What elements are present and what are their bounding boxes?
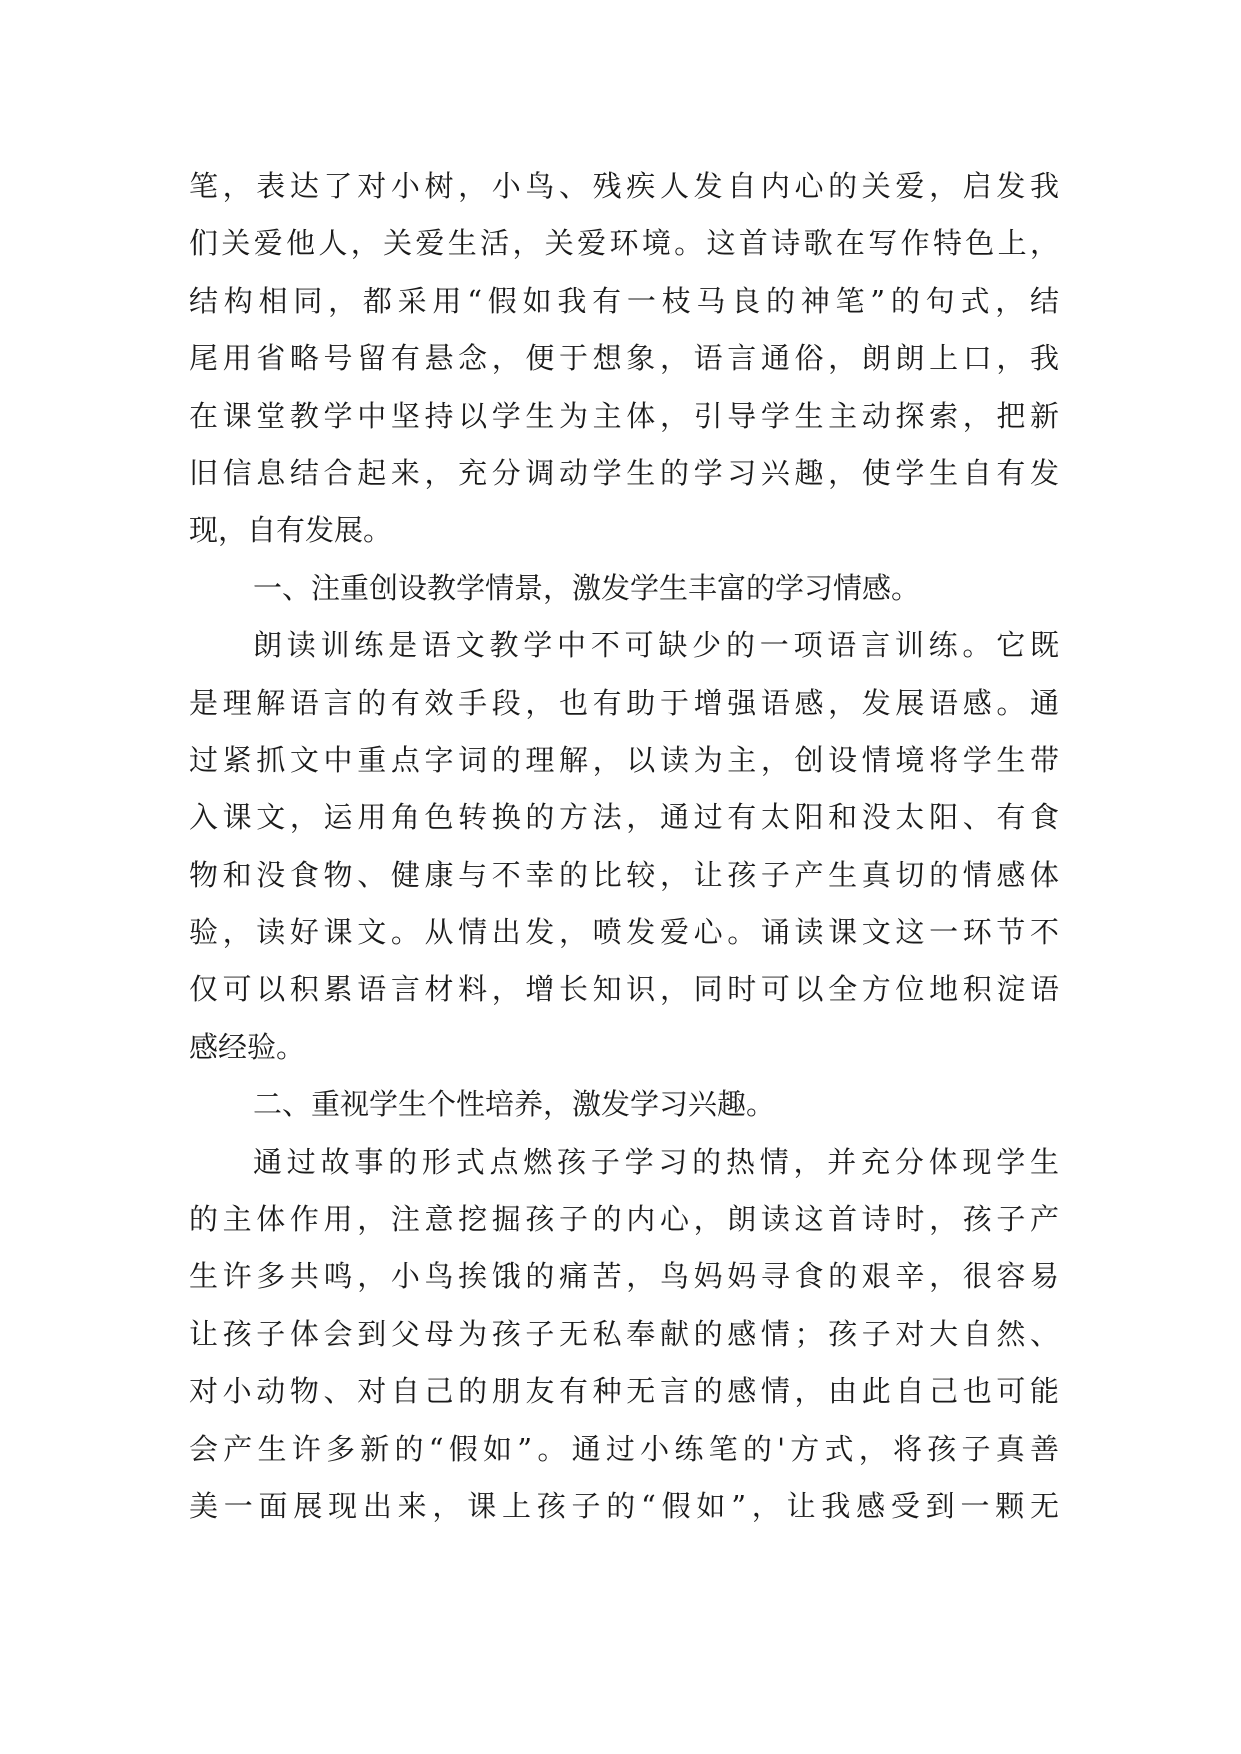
text-line: 感经验。 [189, 1029, 306, 1064]
text-line: 生许多共鸣，小鸟挨饿的痛苦，鸟妈妈寻食的艰辛，很容易 [189, 1259, 1059, 1294]
text-line: 会产生许多新的“假如”。通过小练笔的'方式，将孩子真善 [189, 1431, 1059, 1466]
text-line: 入课文，运用角色转换的方法，通过有太阳和没太阳、有食 [189, 800, 1059, 835]
text-line: 在课堂教学中坚持以学生为主体，引导学生主动探索，把新 [189, 398, 1059, 433]
text-line: 物和没食物、健康与不幸的比较，让孩子产生真切的情感体 [189, 857, 1059, 892]
section-heading: 二、重视学生个性培养，激发学习兴趣。 [253, 1087, 776, 1122]
text-line: 仅可以积累语言材料，增长知识，同时可以全方位地积淀语 [189, 972, 1059, 1007]
text-line: 朗读训练是语文教学中不可缺少的一项语言训练。它既 [253, 628, 1059, 663]
text-line: 验，读好课文。从情出发，喷发爱心。诵读课文这一环节不 [189, 915, 1059, 950]
text-line: 笔，表达了对小树，小鸟、残疾人发自内心的关爱，启发我 [189, 169, 1059, 203]
text-line: 的主体作用，注意挖掘孩子的内心，朗读这首诗时，孩子产 [189, 1202, 1059, 1237]
text-line: 对小动物、对自己的朋友有种无言的感情，由此自己也可能 [189, 1374, 1059, 1409]
text-line: 结构相同，都采用“假如我有一枝马良的神笔”的句式，结 [189, 283, 1059, 318]
text-line: 现，自有发展。 [189, 513, 393, 548]
document-body [189, 158, 1059, 1535]
text-line: 让孩子体会到父母为孩子无私奉献的感情；孩子对大自然、 [189, 1316, 1059, 1351]
text-line: 过紧抓文中重点字词的理解，以读为主，创设情境将学生带 [189, 742, 1059, 777]
text-line: 是理解语言的有效手段，也有助于增强语感，发展语感。通 [189, 685, 1059, 720]
text-line: 旧信息结合起来，充分调动学生的学习兴趣，使学生自有发 [189, 455, 1059, 490]
section-heading: 一、注重创设教学情景，激发学生丰富的学习情感。 [253, 570, 921, 605]
text-line: 通过故事的形式点燃孩子学习的热情，并充分体现学生 [253, 1144, 1059, 1179]
text-line: 们关爱他人，关爱生活，关爱环境。这首诗歌在写作特色上， [189, 226, 1059, 261]
text-line: 尾用省略号留有悬念，便于想象，语言通俗，朗朗上口，我 [189, 341, 1059, 376]
text-line: 美一面展现出来，课上孩子的“假如”，让我感受到一颗无 [189, 1488, 1059, 1523]
